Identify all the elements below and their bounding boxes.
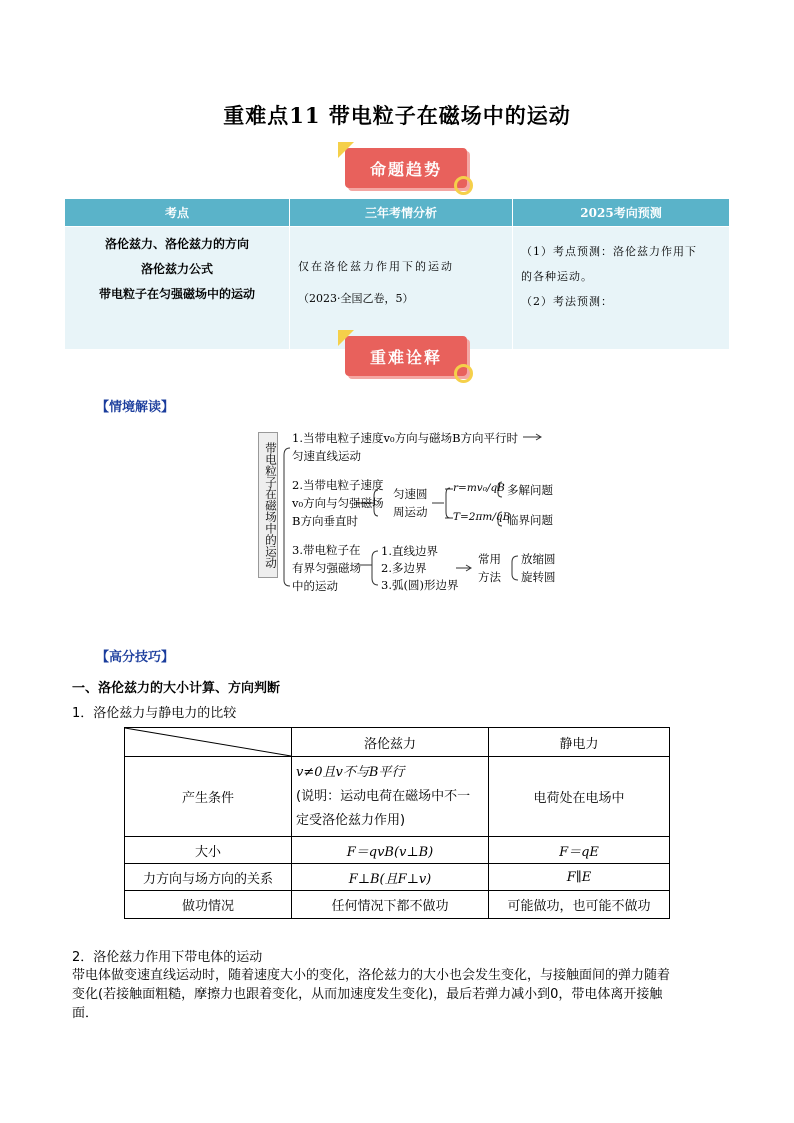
header-topic: 考点: [65, 199, 290, 227]
branch3-line2: 有界匀强磁场: [292, 561, 361, 575]
mindmap-root: 带电粒子在磁场中的运动: [258, 432, 278, 578]
formula-period: T=2πm/qB: [453, 511, 511, 523]
boundary-line: 1.直线边界: [381, 544, 438, 558]
analysis-line: 仅在洛伦兹力作用下的运动: [298, 260, 454, 273]
branch2-mid2: 周运动: [393, 505, 428, 519]
diagonal-line: [125, 728, 291, 756]
paragraph-line: 带电体做变速直线运动时，随着速度大小的变化，洛伦兹力的大小也会发生变化，与接触面间的弹力随着: [72, 968, 671, 983]
row-label: 产生条件: [125, 757, 292, 837]
branch2-line1: 2.当带电粒子速度: [292, 478, 384, 492]
method-label2: 方法: [478, 570, 501, 584]
condition-line: 定受洛伦兹力作用): [296, 812, 406, 828]
header-analysis: 三年考情分析: [290, 199, 513, 227]
row-label: 做功情况: [125, 891, 292, 919]
boundary-arc: 3.弧(圆)形边界: [381, 578, 459, 592]
page-title: 重难点11 带电粒子在磁场中的运动: [223, 103, 571, 128]
header-electric: 静电力: [489, 728, 670, 757]
problem-critical: 临界问题: [507, 513, 553, 527]
branch3-line1: 3.带电粒子在: [292, 543, 361, 557]
work-lorentz: 任何情况下都不做功: [292, 891, 489, 919]
subheading-motion: 2．洛伦兹力作用下带电体的运动: [72, 950, 263, 965]
boundary-multi: 2.多边界: [381, 561, 427, 575]
condition-line: v≠0且v不与B平行: [296, 764, 405, 780]
direction-electric: F∥E: [489, 864, 670, 891]
condition-line: (说明：运动电荷在磁场中不一: [296, 788, 471, 804]
paragraph-line: 面．: [72, 1006, 99, 1021]
row-label: 大小: [125, 837, 292, 864]
problem-multi: 多解问题: [507, 483, 553, 497]
header-lorentz: 洛伦兹力: [292, 728, 489, 757]
comparison-table: [124, 727, 670, 919]
heading-lorentz: 一、洛伦兹力的大小计算、方向判断: [72, 681, 281, 696]
section-context: 【情境解读】: [96, 400, 175, 415]
branch2-line3: B方向垂直时: [292, 514, 358, 528]
method-scale-circle: 放缩圆: [521, 552, 556, 566]
branch2-mid1: 匀速圆: [393, 487, 428, 501]
motion-paragraph: [72, 966, 732, 1023]
row-label: 力方向与场方向的关系: [125, 864, 292, 891]
subheading-comparison: 1．洛伦兹力与静电力的比较: [72, 706, 237, 721]
condition-lorentz: [292, 757, 489, 837]
banner-trend-label: 命题趋势: [369, 159, 442, 179]
topic-line: 洛伦兹力、洛伦兹力的方向: [104, 237, 249, 251]
forecast-line: （1）考点预测：洛伦兹力作用下: [521, 245, 697, 258]
method-rotate-circle: 旋转圆: [521, 570, 556, 584]
formula-radius: r=mv₀/qB: [453, 482, 505, 494]
header-forecast: 2025考向预测: [513, 199, 730, 227]
forecast-line: （2）考法预测：: [521, 295, 613, 308]
branch3-line3: 中的运动: [292, 579, 338, 593]
method-label1: 常用: [478, 552, 501, 566]
section-tips: 【高分技巧】: [96, 650, 175, 665]
magnitude-electric: F＝qE: [489, 837, 670, 864]
topic-line: 洛伦兹力公式: [140, 262, 213, 276]
diagonal-header-cell: [125, 728, 292, 757]
analysis-line: （2023·全国乙卷，5）: [298, 292, 414, 305]
branch2-line2: v₀方向与匀强磁场: [292, 496, 384, 510]
magnitude-lorentz: F＝qvB(v⊥B): [292, 837, 489, 864]
condition-electric: 电荷处在电场中: [489, 757, 670, 837]
forecast-line: 的各种运动。: [521, 270, 593, 283]
topic-line: 带电粒子在匀强磁场中的运动: [98, 287, 255, 301]
branch1-line2: 匀速直线运动: [292, 449, 361, 463]
paragraph-line: 变化(若接触面粗糙，摩擦力也跟着变化，从而加速度发生变化)，最后若弹力减小到0，带电体离开接触: [72, 987, 663, 1002]
direction-lorentz: F⊥B(且F⊥v): [292, 864, 489, 891]
banner-explain-label: 重难诠释: [369, 347, 442, 367]
branch1-line1: 1.当带电粒子速度v₀方向与磁场B方向平行时: [292, 431, 519, 445]
work-electric: 可能做功，也可能不做功: [489, 891, 670, 919]
